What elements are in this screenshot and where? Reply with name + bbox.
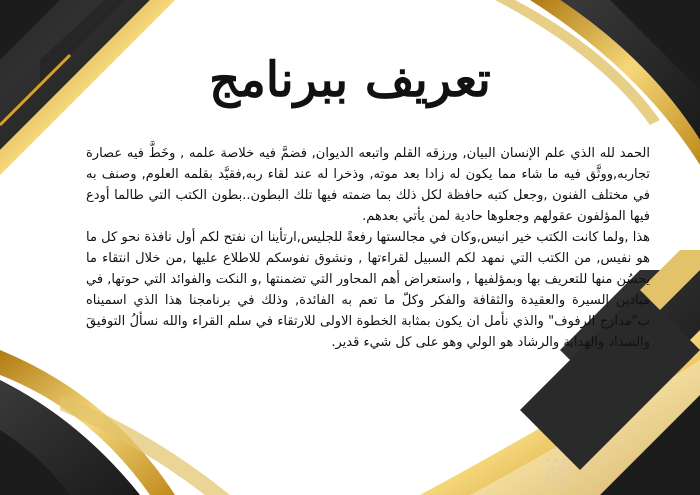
- page-title: تعريف ببرنامج: [209, 52, 491, 108]
- paragraph-intro: الحمد لله الذي علم الإنسان البيان, ورزقه القلم واتبعه الديوان, فضمَّ فيه خلاصة علمه , وخَطَّ فيه عصارة تجاربه,ووثَّق فيه ما شاء مما يكون له زادا بعد موته, وذخرا له عند لقاء ربه,فقيَّد بقلمه العلوم, وصنف به في مختلف الفنون ,وجعل كتبه حافظة لكل ذلك بما ضمته فيها تلك البطون..بطون الكتب التي طالما أودع فيها المؤلفون عقولهم وجعلوها حادية لمن يأتي بعدهم.: [86, 146, 650, 224]
- paragraph-program: هذا ,ولما كانت الكتب خير انيس,وكان في مجالستها رفعةً للجليس,ارتأينا ان نفتح لكم أول نافذة نحو كل ما هو نفيس, من الكتب التي نمهد لكم السبيل لقراءتها , ونشوق نفوسكم للاطلاع عليها ,من خلال انتقاء ما يحسُن منها للتعريف بها وبمؤلفيها , واستعراض أهم المحاور التي تضمنتها ,و النكت والفوائد التي حوتها, في ميادين السيرة والعقيدة والثقافة والفكر وكلّ ما تعم به الفائدة, وذلك في برنامجنا هذا الذي اسميناه ب"مدارج الرفوف" والذي نأمل ان يكون بمثابة الخطوة الاولى للارتقاء في سلم القراء والله نسألُ التوفيقَ والسداد والهداية والرشاد هو الولي وهو على كل شيء قدير.: [86, 230, 650, 350]
- body-text: [86, 143, 650, 353]
- bottom-left-ornament: [0, 350, 230, 495]
